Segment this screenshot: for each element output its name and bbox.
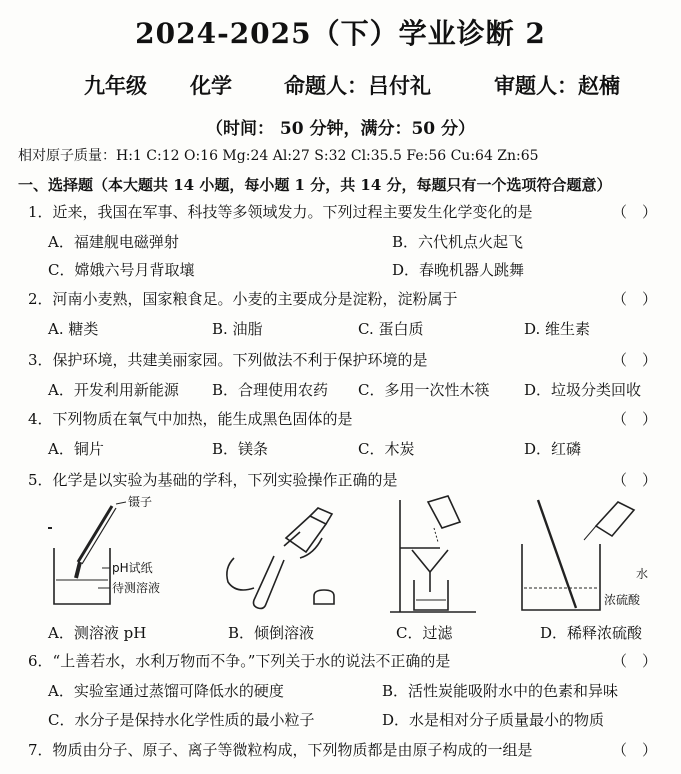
q5-figure-b-pouring bbox=[214, 498, 354, 620]
label-acid: 浓硫酸 bbox=[604, 593, 641, 607]
q3-option-c: C．多用一次性木筷 bbox=[358, 381, 490, 399]
q5-figure-d-dilution bbox=[512, 492, 672, 620]
tweezers bbox=[78, 506, 112, 562]
q4-option-a: A．铜片 bbox=[48, 440, 104, 458]
label-tweezers: 镊子 bbox=[128, 495, 153, 509]
reviewer-label: 审题人：赵楠 bbox=[494, 73, 620, 98]
glass-rod bbox=[538, 500, 576, 608]
question-6-stem: 6．“上善若水，水利万物而不争。”下列关于水的说法不正确的是 bbox=[28, 652, 451, 670]
q2-option-b: B. 油脂 bbox=[212, 320, 263, 338]
ph-paper-strip bbox=[76, 562, 80, 578]
q5-option-c: C．过滤 bbox=[396, 624, 453, 642]
label-ph-paper: pH试纸 bbox=[112, 561, 153, 575]
q5-option-b: B．倾倒溶液 bbox=[228, 624, 315, 642]
section-heading: 一、选择题（本大题共 14 小题，每小题 1 分，共 14 分，每题只有一个选项符合题意） bbox=[18, 176, 612, 194]
reagent-bottle bbox=[286, 516, 326, 552]
grade-label: 九年级 bbox=[84, 73, 147, 98]
q1-option-d: D．春晚机器人跳舞 bbox=[392, 261, 525, 279]
question-7-answer-blank: （ ） bbox=[612, 741, 658, 759]
atomic-mass-line: 相对原子质量：H:1 C:12 O:16 Mg:24 Al:27 S:32 Cl:35.5 Fe:56 Cu:64 Zn:65 bbox=[18, 148, 539, 164]
beaker-d bbox=[522, 544, 600, 610]
label-test-solution: 待测溶液 bbox=[112, 581, 161, 595]
q5-figure-c-filtration bbox=[378, 492, 488, 620]
question-2-stem: 2．河南小麦熟，国家粮食足。小麦的主要成分是淀粉，淀粉属于 bbox=[28, 290, 458, 308]
q3-option-a: A．开发利用新能源 bbox=[48, 381, 179, 399]
setter-label: 命题人：吕付礼 bbox=[284, 73, 431, 98]
question-3-answer-blank: （ ） bbox=[612, 351, 658, 369]
hand-left bbox=[227, 558, 254, 590]
question-5-answer-blank: （ ） bbox=[612, 471, 658, 489]
q6-option-d: D．水是相对分子质量最小的物质 bbox=[382, 711, 605, 729]
q1-option-c: C．嫦娥六号月背取壤 bbox=[48, 261, 195, 279]
exam-title: 2024-2025（下）学业诊断 2 bbox=[135, 17, 546, 50]
q1-option-b: B．六代机点火起飞 bbox=[392, 233, 524, 251]
time-info: （时间： 50 分钟，满分：50 分） bbox=[205, 119, 476, 139]
q4-option-b: B．镁条 bbox=[212, 440, 269, 458]
water-container bbox=[596, 502, 634, 536]
q6-option-a: A．实验室通过蒸馏可降低水的硬度 bbox=[48, 682, 284, 700]
q1-option-a: A．福建舰电磁弹射 bbox=[48, 233, 179, 251]
q6-option-b: B．活性炭能吸附水中的色素和异味 bbox=[382, 682, 619, 700]
question-6-answer-blank: （ ） bbox=[612, 652, 658, 670]
q2-option-c: C. 蛋白质 bbox=[358, 320, 424, 338]
question-4-answer-blank: （ ） bbox=[612, 410, 658, 428]
question-1-stem: 1．近来，我国在军事、科技等多领域发力。下列过程主要发生化学变化的是 bbox=[28, 203, 533, 221]
question-3-stem: 3．保护环境，共建美丽家园。下列做法不利于保护环境的是 bbox=[28, 351, 428, 369]
test-tube bbox=[254, 556, 285, 609]
bottle-stopper bbox=[314, 590, 334, 604]
q4-option-d: D．红磷 bbox=[524, 440, 582, 458]
q3-option-b: B．合理使用农药 bbox=[212, 381, 329, 399]
q5-figure-a-ph-test bbox=[40, 492, 190, 620]
q6-option-c: C．水分子是保持水化学性质的最小粒子 bbox=[48, 711, 315, 729]
question-4-stem: 4．下列物质在氧气中加热，能生成黑色固体的是 bbox=[28, 410, 353, 428]
q5-option-a: A．测溶液 pH bbox=[48, 624, 147, 642]
q2-option-a: A. 糖类 bbox=[48, 320, 99, 338]
q3-option-d: D．垃圾分类回收 bbox=[524, 381, 642, 399]
pouring-beaker bbox=[428, 496, 460, 528]
beaker-c bbox=[414, 580, 448, 610]
label-water: 水 bbox=[636, 567, 649, 581]
q5-option-d: D．稀释浓硫酸 bbox=[540, 624, 643, 642]
q2-option-d: D. 维生素 bbox=[524, 320, 591, 338]
question-1-answer-blank: （ ） bbox=[612, 203, 658, 221]
q4-option-c: C．木炭 bbox=[358, 440, 415, 458]
question-5-stem: 5．化学是以实验为基础的学科，下列实验操作正确的是 bbox=[28, 471, 398, 489]
subject-label: 化学 bbox=[190, 73, 232, 98]
funnel bbox=[412, 550, 448, 572]
question-2-answer-blank: （ ） bbox=[612, 290, 658, 308]
question-7-stem: 7．物质由分子、原子、离子等微粒构成，下列物质都是由原子构成的一组是 bbox=[28, 741, 533, 759]
